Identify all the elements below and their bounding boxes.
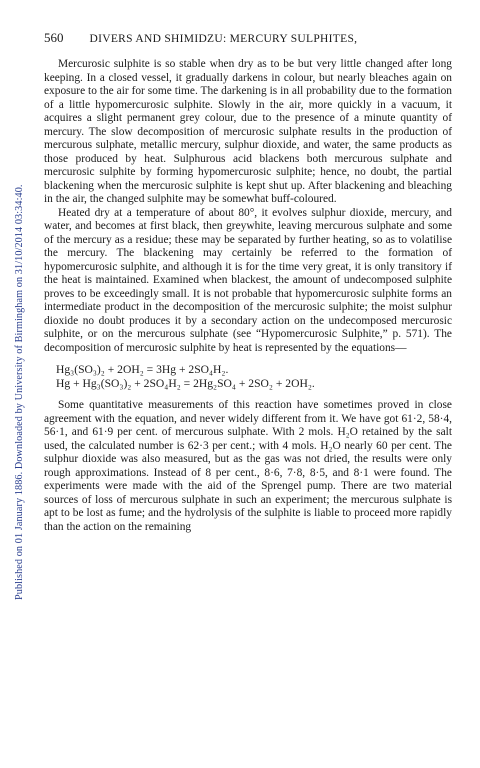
equation-2: Hg + Hg₃(SO₃)₂ + 2SO₄H₂ = 2Hg₂SO₄ + 2SO₂ + 2OH₂. (56, 377, 315, 390)
paragraph-1: Mercurosic sulphite is so stable when dry as to be but very little changed after long keeping. In a closed vessel, it gradually darkens in colour, but nearly bleaches again on exposure to the air for some time. The darkening is in all probability due to the formation of a little hypomercurosic sulphite. Slowly in the air, more quickly in a vacuum, it acquires a slight permanent grey colour, due to the presence of a minute quantity of mercury. The slow decomposition of mercurosic sulphate results in the production of mercurous sulphate, metallic mercury, sulphur dioxide, and water, the same products as those produced by heat. Sulphurous acid blackens both mercurous sulphate and mercurosic sulphite by forming hypomercurosic sulphite; hence, no doubt, the partial blackening when the mercurosic sulphite is kept shut up. After blackening and bleaching in the air, the changed sulphite may be somewhat buff-coloured. (44, 58, 452, 205)
paragraph-2: Heated dry at a temperature of about 80°, it evolves sulphur dioxide, mercury, and water, and becomes at first black, then greywhite, leaving mercurous sulphate and some of the mercury as a residue; these may be separated by further heating, so as to volatilise the mercury. The blackening may certainly be referred to the formation of hypomercurosic sulphite, and although it is for the time very great, it is only transitory if the heat is maintained. Examined when blackest, the amount of undecomposed sulphite proves to be exceedingly small. It is not probable that hypomercurosic sulphite forms an intermediate product in the decomposition of the mercurosic sulphite; the moist sulphur dioxide no doubt produces it by a secondary action on the undecomposed mercurosic sulphite, or on the mercurous sulphate (see “Hypomercurosic Sulphite,” p. 571). The decomposition of mercurosic sulphite by heat is represented by the equations— (44, 206, 452, 354)
equation-1: Hg₃(SO₃)₂ + 2OH₂ = 3Hg + 2SO₄H₂. (56, 363, 229, 376)
download-watermark (2, 40, 25, 600)
page-number: 560 (44, 30, 64, 45)
running-header (44, 30, 452, 46)
paragraph-3: Some quantitative measurements of this reaction have sometimes proved in close agreement with the equation, and never widely different from it. We have got 61·2, 58·4, 56·1, and 61·9 per cent. of mercurous sulphate. With 2 mols. H₂O retained by the salt used, the calculated number is 62·3 per cent.; with 4 mols. H₂O nearly 60 per cent. The sulphur dioxide was also measured, but as the gas was not dried, the results were only rough approximations. Instead of 8 per cent., 8·6, 7·8, 8·5, and 8·1 were found. The experiments were made with the aid of the Sprengel pump. There are two material sources of loss of mercurous sulphate in such an experiment; the mercurous sulphate is apt to be lost as fume; and the hydrolysis of the sulphite is liable to proceed more rapidly than the action on the remaining (44, 399, 452, 533)
download-watermark-text: Published on 01 January 1886. Downloaded by University of Birmingham on 31/10/2014 03:34:40. (14, 184, 25, 600)
equation-block (56, 363, 452, 391)
running-title: DIVERS AND SHIMIDZU: MERCURY SULPHITES, (89, 33, 358, 45)
page-content (44, 30, 452, 534)
